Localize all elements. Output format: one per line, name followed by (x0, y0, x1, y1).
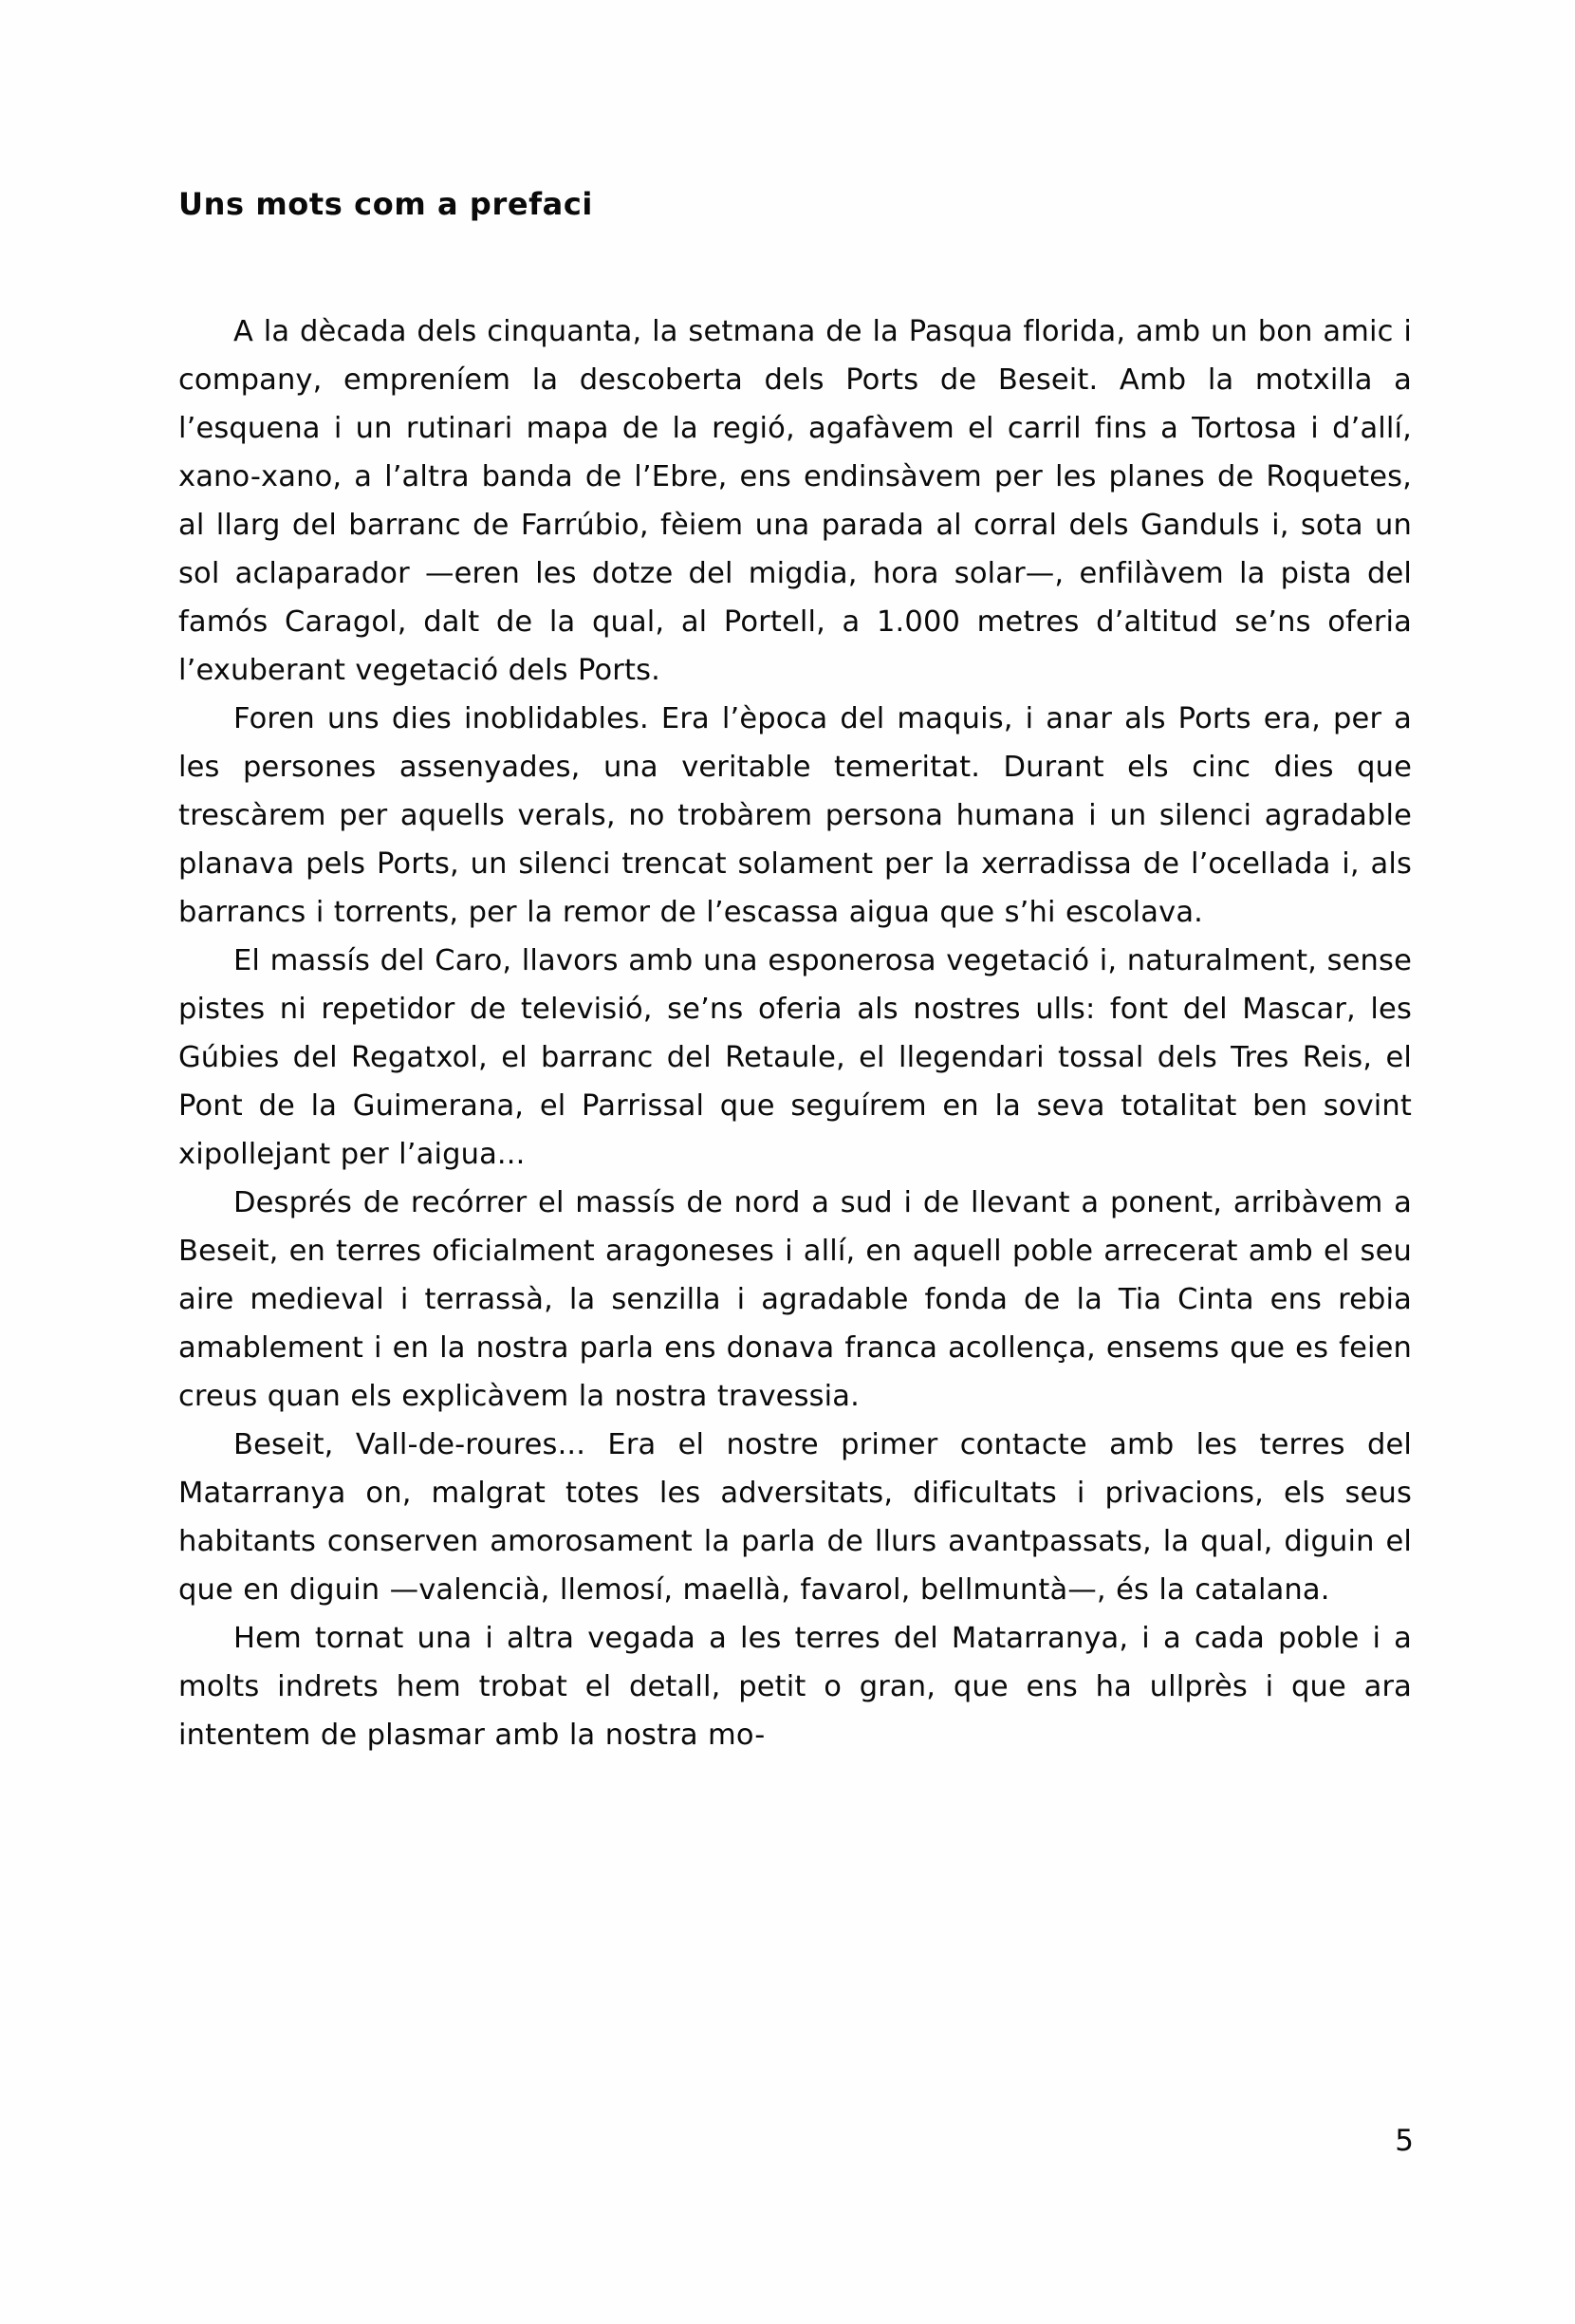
page-title: Uns mots com a prefaci (178, 186, 593, 222)
paragraph: El massís del Caro, llavors amb una esponerosa vegetació i, naturalment, sense pistes ni repetidor de televisió, se’ns oferia als nostres ulls: font del Mascar, les Gúbies del Regatxol, el barranc del Retaule, el llegendari tossal dels Tres Reis, el Pont de la Guimerana, el Parrissal que seguírem en la seva totalitat ben sovint xipollejant per l’aigua... (178, 944, 1412, 1172)
paragraph: Foren uns dies inoblidables. Era l’època del maquis, i anar als Ports era, per a les persones assenyades, una veritable temeritat. Durant els cinc dies que trescàrem per aquells verals, no trobàrem persona humana i un silenci agradable planava pels Ports, un silenci trencat solament per la xerradissa de l’ocellada i, als barrancs i torrents, per la remor de l’escassa aigua que s’hi escolava. (178, 702, 1412, 930)
page-number: 5 (1395, 2124, 1414, 2158)
body-text-block (178, 307, 1412, 1759)
paragraph: Beseit, Vall-de-roures... Era el nostre primer contacte amb les terres del Matarranya on, malgrat totes les adversitats, dificultats i privacions, els seus habitants conserven amorosament la parla de llurs avantpassats, la qual, diguin el que en diguin —valencià, llemosí, maellà, favarol, bellmuntà—, és la catalana. (178, 1428, 1412, 1608)
paragraph: A la dècada dels cinquanta, la setmana de la Pasqua florida, amb un bon amic i company, empreníem la descoberta dels Ports de Beseit. Amb la motxilla a l’esquena i un rutinari mapa de la regió, agafàvem el carril fins a Tortosa i d’allí, xano-xano, a l’altra banda de l’Ebre, ens endinsàvem per les planes de Roquetes, al llarg del barranc de Farrúbio, fèiem una parada al corral dels Ganduls i, sota un sol aclaparador —eren les dotze del migdia, hora solar—, enfilàvem la pista del famós Caragol, dalt de la qual, al Portell, a 1.000 metres d’altitud se’ns oferia l’exuberant vegetació dels Ports. (178, 315, 1412, 688)
page-content (178, 186, 1412, 1759)
paragraph: Hem tornat una i altra vegada a les terres del Matarranya, i a cada poble i a molts indrets hem trobat el detall, petit o gran, que ens ha ullprès i que ara intentem de plasmar amb la nostra mo- (178, 1622, 1412, 1753)
paragraph: Després de recórrer el massís de nord a sud i de llevant a ponent, arribàvem a Beseit, en terres oficialment aragoneses i allí, en aquell poble arrecerat amb el seu aire medieval i terrassà, la senzilla i agradable fonda de la Tia Cinta ens rebia amablement i en la nostra parla ens donava franca acollença, ensems que es feien creus quan els explicàvem la nostra travessia. (178, 1186, 1412, 1414)
